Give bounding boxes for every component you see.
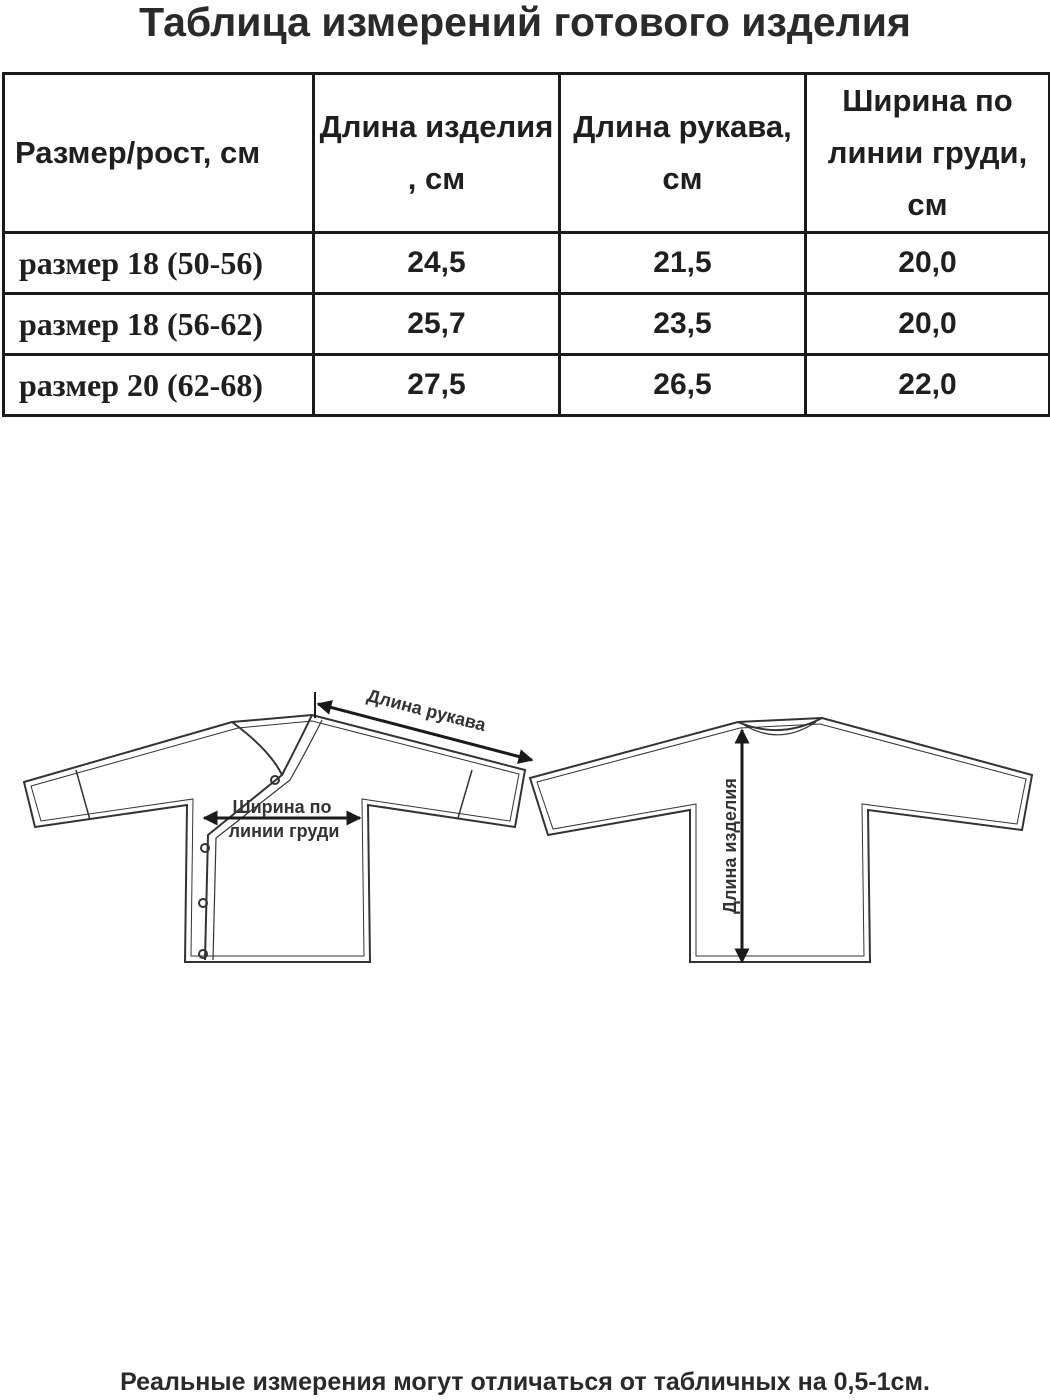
- cell-length: 25,7: [314, 294, 560, 355]
- product-length-label: Длина изделия: [720, 778, 740, 914]
- header-chest: Ширина по линии груди, см: [806, 74, 1050, 233]
- cell-sleeve: 23,5: [560, 294, 806, 355]
- cell-length: 27,5: [314, 355, 560, 416]
- header-length: Длина изделия , см: [314, 74, 560, 233]
- size-table: [2, 72, 1050, 417]
- cell-length: 24,5: [314, 233, 560, 294]
- garment-diagram: [0, 670, 1050, 980]
- cell-chest: 20,0: [806, 294, 1050, 355]
- page-title: Таблица измерений готового изделия: [139, 0, 911, 45]
- table-row: [4, 294, 1050, 355]
- chest-width-label-line1: Ширина по: [232, 797, 332, 817]
- cell-size: размер 18 (56-62): [4, 294, 314, 355]
- table-row: [4, 355, 1050, 416]
- cell-size: размер 18 (50-56): [4, 233, 314, 294]
- cell-chest: 20,0: [806, 233, 1050, 294]
- table-header-row: [4, 74, 1050, 233]
- cell-chest: 22,0: [806, 355, 1050, 416]
- cell-sleeve: 26,5: [560, 355, 806, 416]
- table-row: [4, 233, 1050, 294]
- cell-size: размер 20 (62-68): [4, 355, 314, 416]
- sleeve-length-label: Длина рукава: [365, 685, 488, 736]
- footnote: Реальные измерения могут отличаться от табличных на 0,5-1см.: [120, 1368, 930, 1396]
- header-size: Размер/рост, см: [4, 74, 314, 233]
- header-sleeve: Длина рукава, см: [560, 74, 806, 233]
- cell-sleeve: 21,5: [560, 233, 806, 294]
- back-garment-drawing: [530, 718, 1032, 962]
- chest-width-label-line2: линии груди: [228, 821, 340, 841]
